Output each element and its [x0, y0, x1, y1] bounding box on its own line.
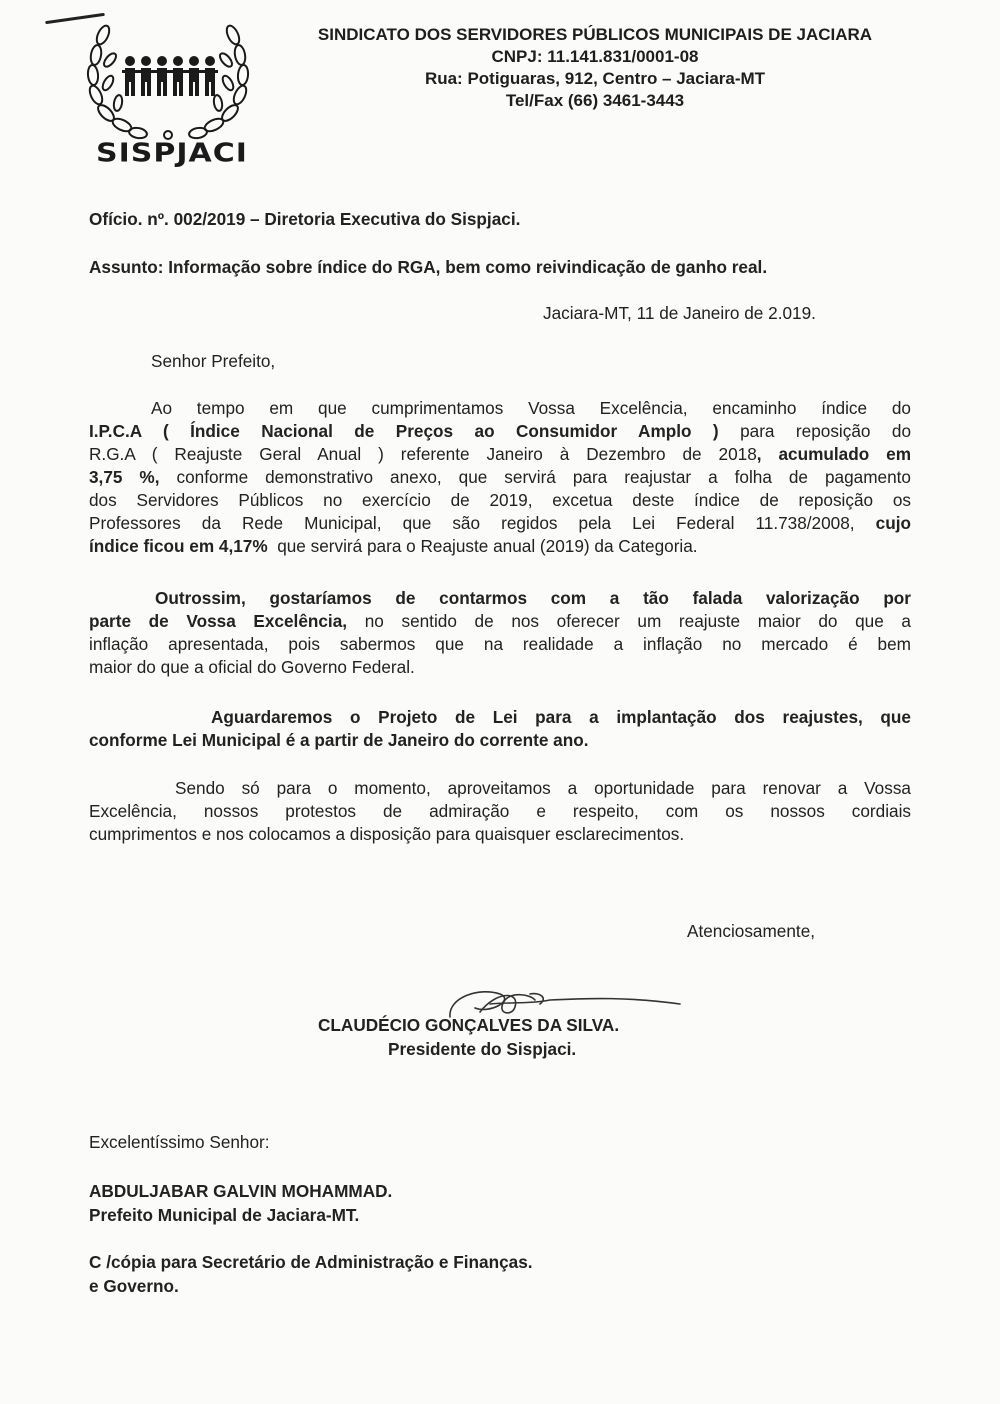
signer-title: Presidente do Sispjaci.	[388, 1039, 577, 1059]
paragraph-3	[89, 706, 911, 752]
letterhead	[270, 24, 920, 112]
ipca-title: I.P.C.A ( Índice Nacional de Preços ao Consumidor Amplo )	[89, 421, 719, 441]
copy-line-1: C /cópia para Secretário de Administração e Finanças.	[89, 1252, 533, 1272]
oficio-line: Ofício. nº. 002/2019 – Diretoria Executiva do Sispjaci.	[89, 209, 521, 229]
p1-line-6-a: Professores da Rede Municipal, que são regidos pela Lei Federal 11.738/2008,	[89, 513, 855, 533]
p3-line-2: conforme Lei Municipal é a partir de Janeiro do corrente ano.	[89, 730, 589, 750]
p2-line-2-bold: parte de Vossa Excelência,	[89, 611, 348, 631]
accumulated-label: , acumulado em	[756, 444, 911, 464]
p2-line-2	[89, 610, 911, 633]
p1-line-7	[89, 535, 911, 558]
p2-line-4: maior do que a oficial do Governo Federal.	[89, 657, 415, 677]
copy-line-2: e Governo.	[89, 1276, 179, 1296]
recipient-greeting: Excelentíssimo Senhor:	[89, 1132, 270, 1152]
date-line: Jaciara-MT, 11 de Janeiro de 2.019.	[543, 303, 816, 323]
p4-line-2: Excelência, nossos protestos de admiração e respeito, com os nossos cordiais	[89, 801, 911, 821]
salutation: Senhor Prefeito,	[151, 351, 276, 371]
teacher-index-value: índice ficou em 4,17%	[89, 536, 268, 556]
p2-line-1: Outrossim, gostaríamos de contarmos com a tão falada valorização por	[155, 588, 911, 608]
p2-line-3: inflação apresentada, pois sabermos que na realidade a inflação no mercado é bem	[89, 634, 911, 654]
recipient-name: ABDULJABAR GALVIN MOHAMMAD.	[89, 1181, 393, 1201]
paragraph-1	[89, 397, 911, 558]
signer-name: CLAUDÉCIO GONÇALVES DA SILVA.	[318, 1015, 620, 1035]
p1-line-2-rest: para reposição do	[740, 421, 911, 441]
p4-line-1: Sendo só para o momento, aproveitamos a oportunidade para renovar a Vossa	[175, 778, 911, 798]
org-name: SINDICATO DOS SERVIDORES PÚBLICOS MUNICIPAIS DE JACIARA	[317, 25, 873, 44]
p1-line-7-rest: que servirá para o Reajuste anual (2019) da Categoria.	[277, 536, 698, 556]
p1-line-6-bold: cujo	[875, 513, 911, 533]
p2-line-2-rest: no sentido de nos oferecer um reajuste maior do que a	[364, 611, 911, 631]
p1-line-1: Ao tempo em que cumprimentamos Vossa Excelência, encaminho índice do	[151, 398, 911, 418]
p1-line-2	[89, 420, 911, 443]
cnpj: CNPJ: 11.141.831/0001-08	[491, 47, 699, 66]
phone: Tel/Fax (66) 3461-3443	[505, 91, 685, 110]
logo-text: SISPJACI	[96, 138, 248, 169]
p1-line-5: dos Servidores Públicos no exercício de 2019, excetua deste índice de reposição os	[89, 490, 911, 510]
p4-line-3: cumprimentos e nos colocamos a disposição para quaisquer esclarecimentos.	[89, 824, 685, 844]
subject-line: Assunto: Informação sobre índice do RGA, bem como reivindicação de ganho real.	[89, 257, 768, 277]
recipient-title: Prefeito Municipal de Jaciara-MT.	[89, 1205, 360, 1225]
p1-line-4	[89, 466, 911, 489]
paragraph-2	[89, 587, 911, 679]
p1-line-3	[89, 443, 911, 466]
p1-line-3-a: R.G.A ( Reajuste Geral Anual ) referente Janeiro à Dezembro de 2018	[89, 444, 757, 464]
address: Rua: Potiguaras, 912, Centro – Jaciara-MT	[424, 69, 766, 88]
p1-line-6	[89, 512, 911, 535]
closing: Atenciosamente,	[687, 921, 816, 941]
paragraph-4	[89, 777, 911, 846]
rga-value: 3,75 %,	[89, 467, 160, 487]
p1-line-4-rest: conforme demonstrativo anexo, que servirá para reajustar a folha de pagamento	[176, 467, 911, 487]
p3-line-1: Aguardaremos o Projeto de Lei para a implantação dos reajustes, que	[211, 707, 911, 727]
